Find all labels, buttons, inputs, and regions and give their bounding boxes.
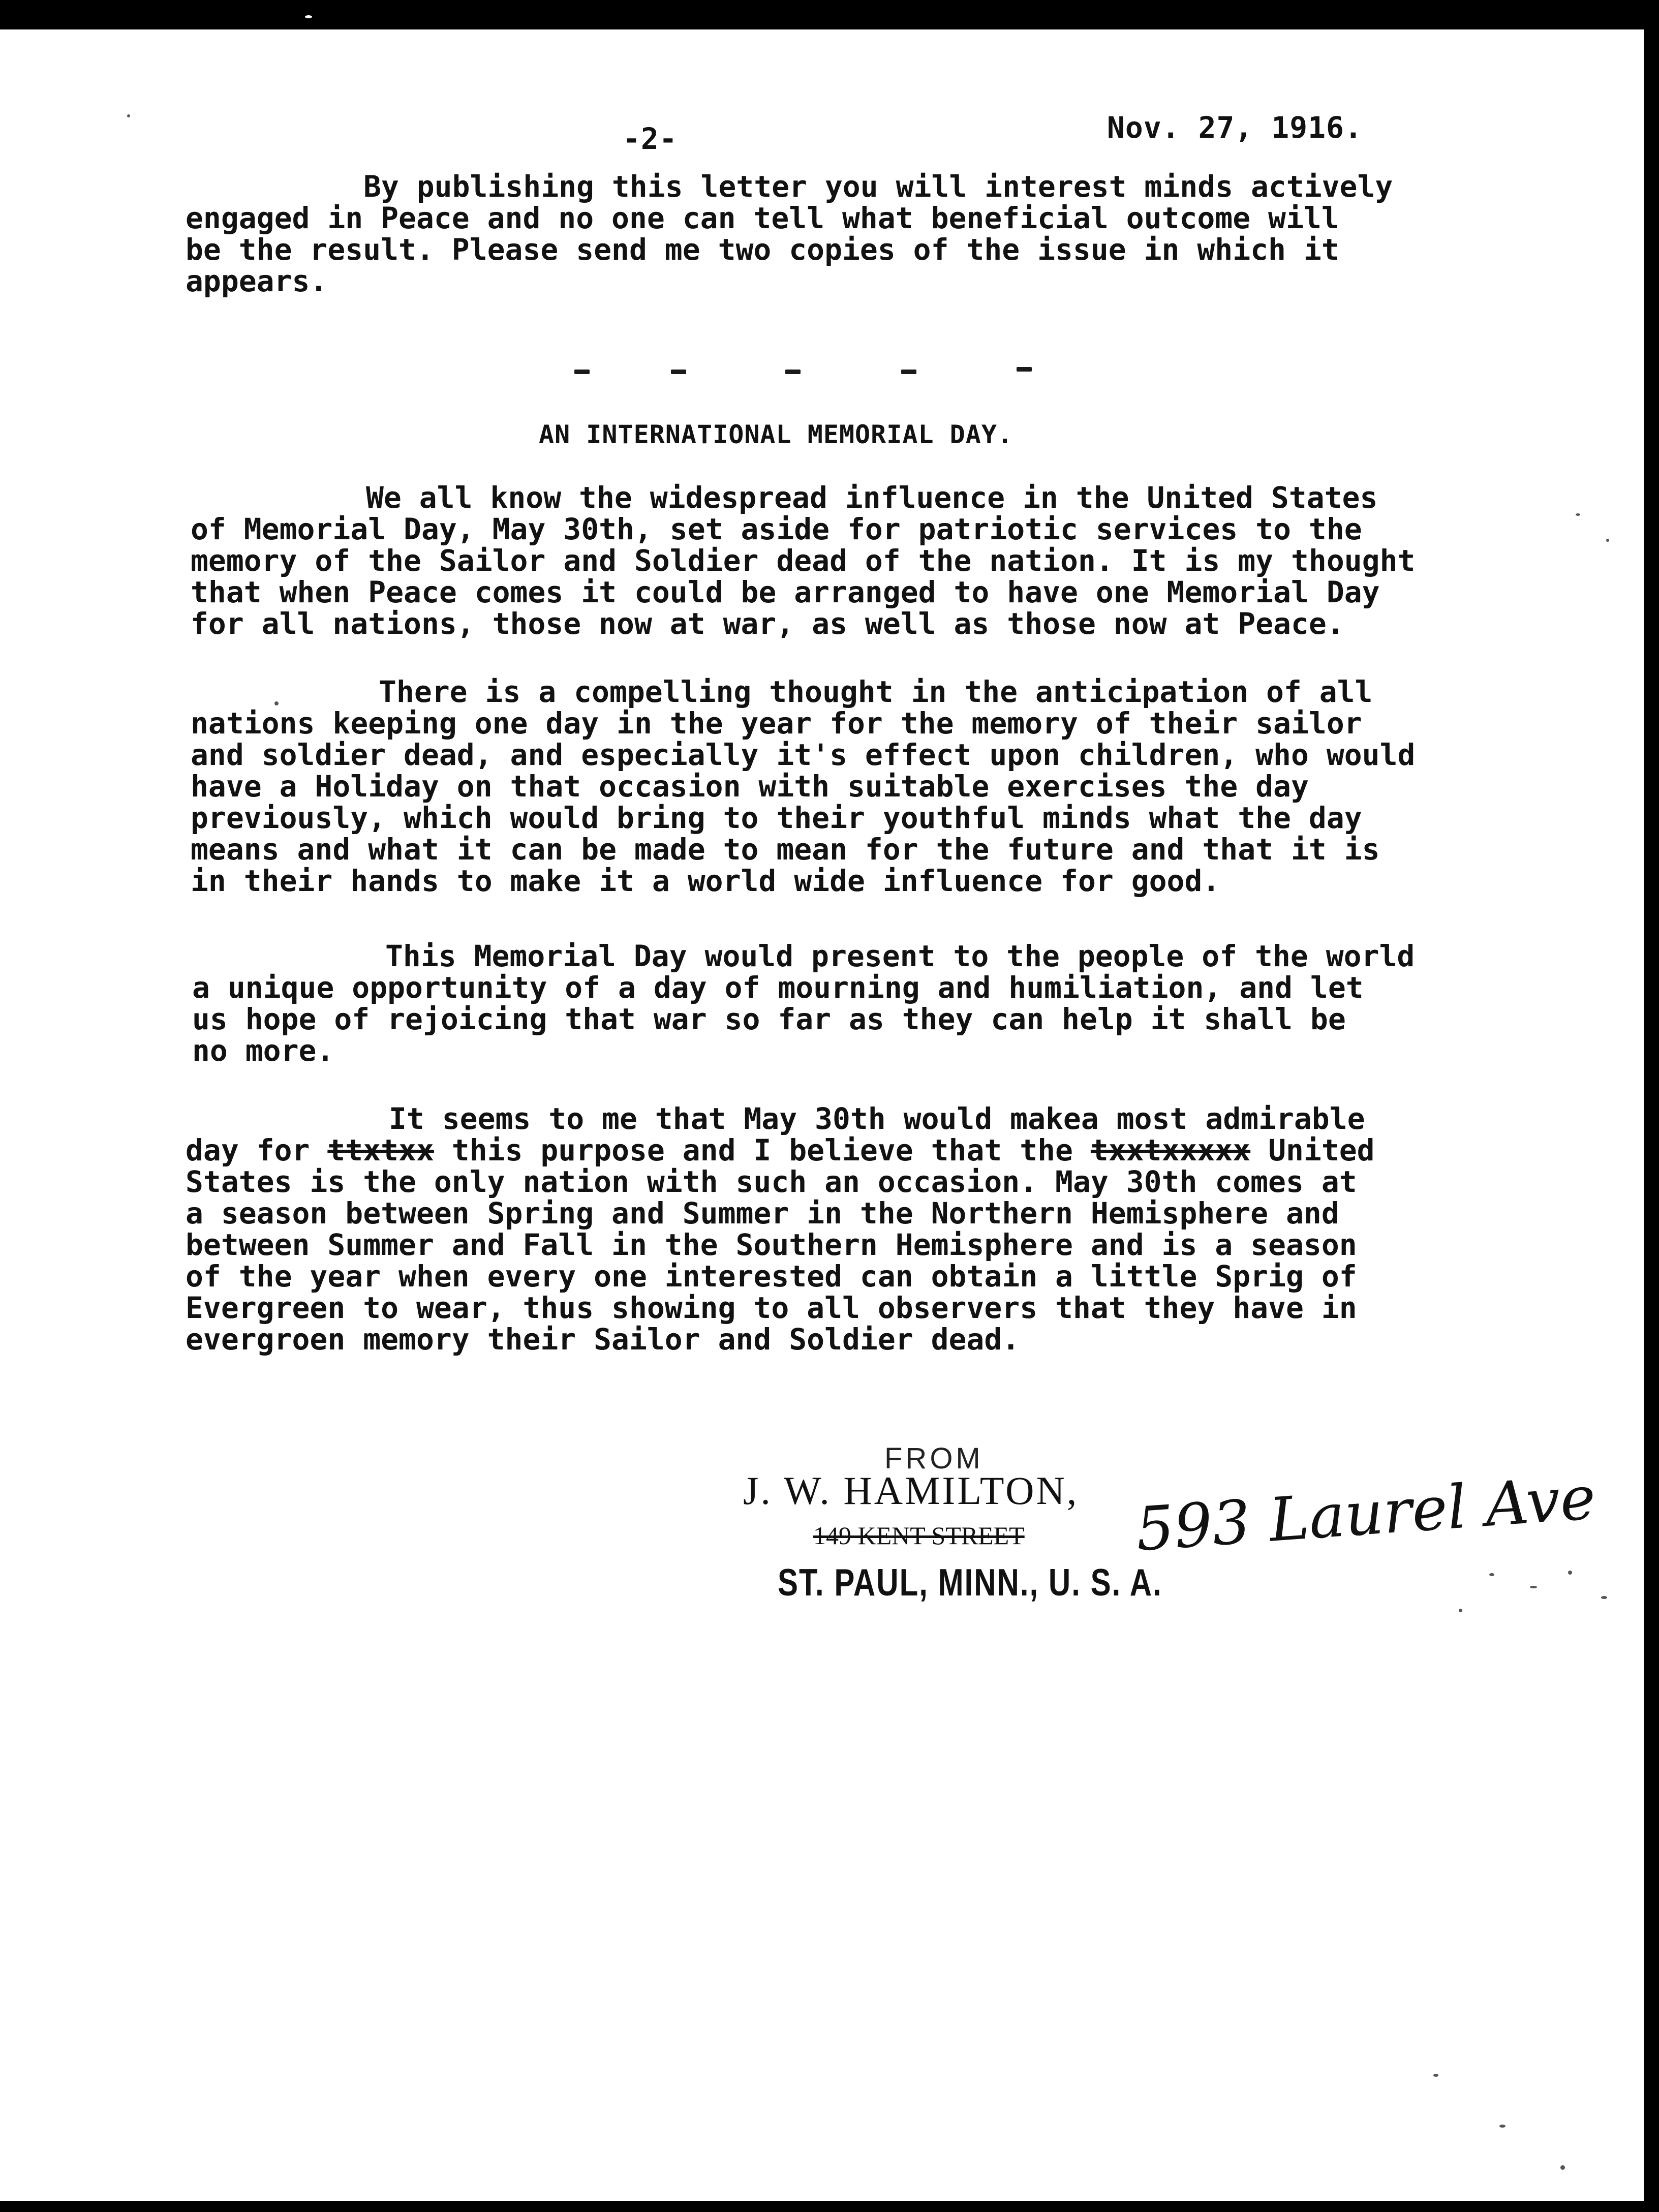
text-line-with-strikeouts xyxy=(186,1134,1375,1166)
text-line: appears. xyxy=(186,264,328,298)
text-line: There is a compelling thought in the anticipation of all xyxy=(379,674,1373,709)
text-line: of Memorial Day, May 30th, set aside for patriotic services to the xyxy=(191,512,1362,546)
text-line: have a Holiday on that occasion with suitable exercises the day xyxy=(191,769,1309,804)
scan-speck xyxy=(1560,2165,1565,2170)
text-line: nations keeping one day in the year for the memory of their sailor xyxy=(191,706,1362,741)
text-line: a unique opportunity of a day of mourning and humiliation, and let xyxy=(192,970,1364,1005)
page-number: -2- xyxy=(623,121,678,156)
stamp-sender-name: J. W. HAMILTON, xyxy=(743,1468,1079,1513)
scan-speck xyxy=(1606,539,1609,542)
text-line: means and what it can be made to mean for the future and that it is xyxy=(191,832,1380,867)
text-line: engaged in Peace and no one can tell what beneficial outcome will xyxy=(186,201,1339,235)
scan-speck xyxy=(1433,2074,1438,2077)
text-line: between Summer and Fall in the Southern Hemisphere and is a season xyxy=(186,1227,1357,1262)
scan-speck xyxy=(1530,1586,1537,1588)
text-line: memory of the Sailor and Soldier dead of the nation. It is my thought xyxy=(191,543,1416,578)
scan-border-top xyxy=(0,0,1659,29)
section-heading: AN INTERNATIONAL MEMORIAL DAY. xyxy=(539,420,1013,449)
separator-dash xyxy=(901,370,916,374)
text-line: that when Peace comes it could be arranged to have one Memorial Day xyxy=(191,575,1380,609)
text-line: We all know the widespread influence in the United States xyxy=(366,480,1378,515)
scan-speck xyxy=(1601,1596,1607,1599)
struck-text: txxtxxxxx xyxy=(1090,1133,1251,1168)
text-line: us hope of rejoicing that war so far as they can help it shall be xyxy=(192,1002,1346,1036)
paragraph-3 xyxy=(192,940,1415,1066)
scan-speck xyxy=(1459,1609,1462,1612)
struck-text: ttxtxx xyxy=(327,1133,434,1168)
letter-date: Nov. 27, 1916. xyxy=(1107,110,1363,145)
scan-speck xyxy=(1576,513,1580,516)
text-fragment: United xyxy=(1250,1133,1375,1168)
text-line: for all nations, those now at war, as well as those now at Peace. xyxy=(191,606,1344,641)
separator-dash xyxy=(785,370,801,374)
separator-dash xyxy=(1017,367,1032,372)
stamp-city: ST. PAUL, MINN., U. S. A. xyxy=(778,1561,1162,1604)
paragraph-4 xyxy=(186,1103,1375,1355)
text-line: This Memorial Day would present to the people of the world xyxy=(385,939,1415,973)
stamp-street-struck: 149 KENT STREET xyxy=(813,1521,1025,1550)
text-line: be the result. Please send me two copies of the issue in which it xyxy=(186,232,1339,267)
scan-speck xyxy=(127,114,130,117)
text-line: evergroen memory their Sailor and Soldier dead. xyxy=(186,1322,1020,1357)
scan-border-right xyxy=(1644,0,1659,2212)
scan-speck xyxy=(1568,1571,1572,1575)
scan-speck xyxy=(1499,2125,1506,2128)
separator-dash xyxy=(574,370,590,374)
text-line: States is the only nation with such an occasion. May 30th comes at xyxy=(186,1164,1357,1199)
text-fragment: this purpose and I believe that the xyxy=(434,1133,1091,1168)
separator-dash xyxy=(671,370,686,374)
text-line: It seems to me that May 30th would makea most admirable xyxy=(389,1101,1365,1136)
text-line: a season between Spring and Summer in the Northern Hemisphere and xyxy=(186,1196,1339,1231)
text-line: previously, which would bring to their youthful minds what the day xyxy=(191,801,1362,835)
paragraph-2 xyxy=(191,676,1415,897)
text-line: By publishing this letter you will interest minds actively xyxy=(363,169,1393,204)
stamp-from-label: FROM xyxy=(884,1442,984,1475)
intro-paragraph xyxy=(186,171,1393,297)
text-line: no more. xyxy=(192,1033,334,1068)
paragraph-1 xyxy=(191,482,1415,639)
text-line: and soldier dead, and especially it's effect upon children, who would xyxy=(191,738,1416,772)
text-fragment: day for xyxy=(186,1133,328,1168)
scan-speck xyxy=(305,15,312,18)
scan-border-bottom xyxy=(0,2201,1659,2212)
text-line: in their hands to make it a world wide influence for good. xyxy=(191,864,1220,898)
scan-speck xyxy=(1489,1573,1494,1576)
handwritten-address: 593 Laurel Ave xyxy=(1133,1462,1598,1564)
text-line: of the year when every one interested can obtain a little Sprig of xyxy=(186,1259,1357,1294)
scan-speck xyxy=(274,701,279,705)
text-line: Evergreen to wear, thus showing to all observers that they have in xyxy=(186,1291,1357,1325)
